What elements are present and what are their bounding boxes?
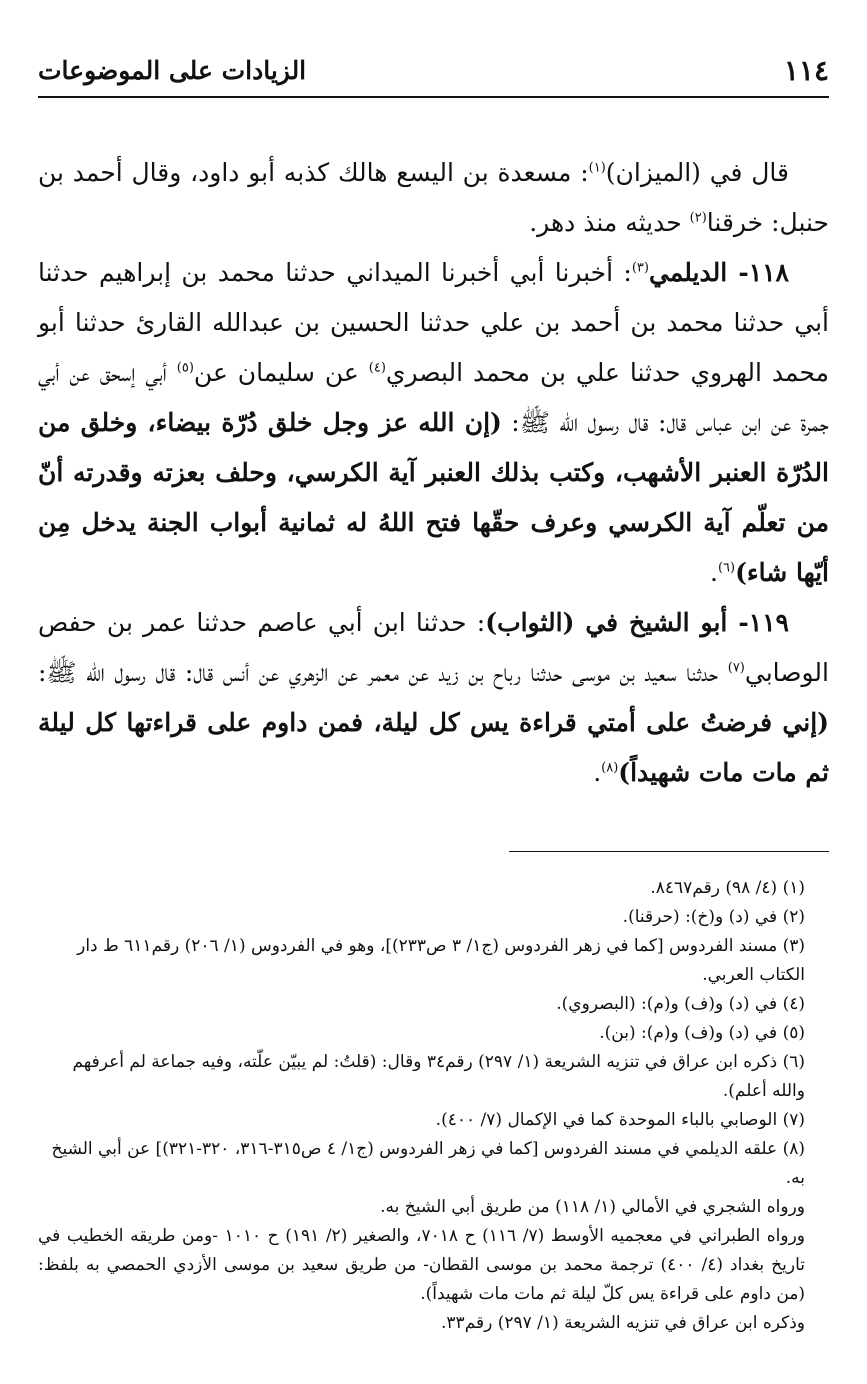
footnote-2: (٢) في (د) و(خ): (حرقنا). bbox=[622, 907, 805, 927]
footnote-ref-8[interactable]: (٨) bbox=[601, 760, 619, 776]
footnote-1: (١) (٤/ ٩٨) رقم٨٤٦٧. bbox=[650, 878, 805, 898]
footnote-6: (٦) ذكره ابن عراق في تنزيه الشريعة (١/ ٢٩٧) رقم٣٤ وقال: (قلتُ: لم يبيّن علّته، وفيه جماعة لم أعرفهم والله أعلم). bbox=[72, 1052, 805, 1101]
footnote-ref-1[interactable]: (١) bbox=[588, 160, 606, 176]
paragraph-mizan: قال في (الميزان)$^{(١)}$: مسعدة بن اليسع هالك كذبه أبو داود، وقال أحمد بن حنبل: خرقنا$^{(٢)}$ حديثه منذ دهر. bbox=[38, 158, 829, 237]
main-text bbox=[38, 148, 829, 798]
hadith-119: ١١٩- أبو الشيخ في (الثواب): حدثنا ابن أبي عاصم حدثنا عمر بن حفص الوصابي$^{(٧)}$ حدثنا سعيد بن موسى حدثنا رباح بن زيد عن معمر عن الزهري عن أنس قال: قال رسول الله ﷺ: (إني فرضتُ على أمتي قراءة يس كل ليلة، فمن داوم على قراءتها كل ليلة ثم مات مات شهيداً)$^{(٨)}$. bbox=[38, 608, 829, 787]
footnote-8-continuation: وذكره ابن عراق في تنزيه الشريعة (١/ ٢٩٧) رقم٣٣. bbox=[441, 1313, 805, 1333]
source-name: الديلمي bbox=[648, 258, 739, 287]
source-name: أبو الشيخ في (الثواب) bbox=[485, 608, 739, 637]
footnote-separator bbox=[509, 851, 829, 852]
footnote-7: (٧) الوصابي بالباء الموحدة كما في الإكمال (٧/ ٤٠٠). bbox=[435, 1110, 805, 1130]
page-number: ١١٤ bbox=[783, 54, 829, 87]
footnote-4: (٤) في (د) و(ف) و(م): (البصروي). bbox=[556, 994, 805, 1014]
footnote-8-continuation: ورواه الطبراني في معجميه الأوسط (٧/ ١١٦) ح ٧٠١٨، والصغير (٢/ ١٩١) ح ١٠١٠ -ومن طريقه الخطيب في تاريخ بغداد (٤/ ٤٠٠) ترجمة محمد بن موسى القطان- من طريق سعيد بن موسى الأزدي الحمصي به بلفظ: (من داوم على قراءة يس كلّ ليلة ثم مات مات شهيداً). bbox=[38, 1226, 805, 1304]
footnote-ref-6[interactable]: (٦) bbox=[717, 560, 736, 576]
page-header bbox=[38, 52, 829, 98]
footnotes bbox=[38, 874, 829, 1338]
footnote-ref-7[interactable]: (٧) bbox=[727, 660, 745, 676]
footnote-ref-2[interactable]: (٢) bbox=[689, 210, 707, 226]
footnote-ref-5[interactable]: (٥) bbox=[176, 360, 194, 376]
hadith-text: (إن الله عز وجل خلق دُرّة بيضاء، وخلق من الدُرّة العنبر الأشهب، وكتب بذلك العنبر آية الكرسي، وحلف بعزته وقدرته أنّ من تعلّم آية الكرسي وعرف حقّها فتح اللهُ له ثمانية أبواب الجنة يدخل مِن أيّها شاء) bbox=[38, 408, 829, 587]
hadith-number: ١١٩- bbox=[738, 608, 789, 637]
running-title: الزيادات على الموضوعات bbox=[38, 56, 307, 85]
footnote-5: (٥) في (د) و(ف) و(م): (بن). bbox=[599, 1023, 805, 1043]
footnote-8: (٨) علقه الديلمي في مسند الفردوس [كما في زهر الفردوس (ج١/ ٤ ص٣١٥-٣١٦، ٣٢٠-٣٢١)] عن أبي الشيخ به. bbox=[51, 1139, 805, 1188]
footnote-ref-3[interactable]: (٣) bbox=[631, 260, 649, 276]
hadith-number: ١١٨- bbox=[738, 258, 789, 287]
footnote-3: (٣) مسند الفردوس [كما في زهر الفردوس (ج١/ ٣ ص٢٣٣)]، وهو في الفردوس (١/ ٢٠٦) رقم٦١١ ط دار الكتاب العربي. bbox=[77, 936, 805, 985]
hadith-text: (إني فرضتُ على أمتي قراءة يس كل ليلة، فمن داوم على قراءتها كل ليلة ثم مات مات شهيداً) bbox=[38, 708, 829, 787]
footnote-8-continuation: ورواه الشجري في الأمالي (١/ ١١٨) من طريق أبي الشيخ به. bbox=[380, 1197, 805, 1217]
footnote-ref-4[interactable]: (٤) bbox=[368, 360, 386, 376]
hadith-118: ١١٨- الديلمي$^{(٣)}$: أخبرنا أبي أخبرنا الميداني حدثنا محمد بن إبراهيم حدثنا أبي حدثنا محمد بن أحمد بن علي حدثنا الحسين بن عبدالله القارئ حدثنا أبو محمد الهروي حدثنا علي بن محمد البصري$^{(٤)}$ عن سليمان عن$^{(٥)}$ أبي إسحق عن أبي جمرة عن ابن عباس قال: قال رسول الله ﷺ: (إن الله عز وجل خلق دُرّة بيضاء، وخلق من الدُرّة العنبر الأشهب، وكتب بذلك العنبر آية الكرسي، وحلف بعزته وقدرته أنّ من تعلّم آية الكرسي وعرف حقّها فتح اللهُ له ثمانية أبواب الجنة يدخل مِن أيّها شاء)$^{(٦)}$. bbox=[38, 258, 829, 587]
